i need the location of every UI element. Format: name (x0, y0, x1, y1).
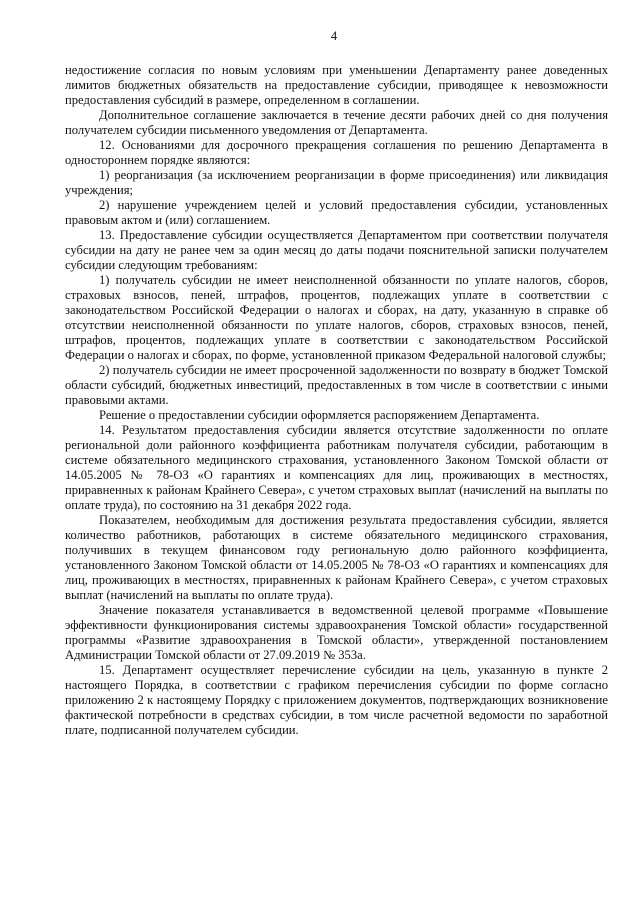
paragraph: 13. Предоставление субсидии осуществляется Департаментом при соответствии получателя субсидии на дату не ранее чем за один месяц до даты подачи пояснительной записки получателем субсидии следующим требованиям: (65, 228, 608, 272)
paragraph: 14. Результатом предоставления субсидии является отсутствие задолженности по оплате региональной доли районного коэффициента работникам получателя субсидии, работающим в системе обязательного медицинского страхования, установленного Законом Томской области от 14.05.2005 № 78-ОЗ «О гарантиях и компенсациях для лиц, проживающих в местностях, приравненных к районам Крайнего Севера», с учетом страховых выплат (начислений на выплаты по оплате труда), по состоянию на 31 декабря 2022 года. (65, 423, 608, 512)
document-body (65, 63, 608, 738)
paragraph: недостижение согласия по новым условиям при уменьшении Департаменту ранее доведенных лимитов бюджетных обязательств на предоставление субсидии, приводящее к невозможности предоставления субсидий в размере, определенном в соглашении. (65, 63, 608, 107)
paragraph: 1) реорганизация (за исключением реорганизации в форме присоединения) или ликвидация учреждения; (65, 168, 608, 197)
paragraph: Показателем, необходимым для достижения результата предоставления субсидии, является количество работников, работающих в системе обязательного медицинского страхования, получивших в текущем финансовом году региональную долю районного коэффициента, установленного Законом Томской области от 14.05.2005 № 78-ОЗ «О гарантиях и компенсациях для лиц, проживающих в местностях, приравненных к районам Крайнего Севера», с учетом страховых выплат (начислений на выплаты по оплате труда). (65, 513, 608, 602)
paragraph: Значение показателя устанавливается в ведомственной целевой программе «Повышение эффективности функционирования системы здравоохранения Томской области» государственной программы «Развитие здравоохранения в Томской области», утвержденной постановлением Администрации Томской области от 27.09.2019 № 353а. (65, 603, 608, 662)
paragraph: 2) получатель субсидии не имеет просроченной задолженности по возврату в бюджет Томской области субсидий, бюджетных инвестиций, предоставленных в том числе в соответствии с иными правовыми актами. (65, 363, 608, 407)
paragraph: 15. Департамент осуществляет перечисление субсидии на цель, указанную в пункте 2 настоящего Порядка, в соответствии с графиком перечисления субсидии по форме согласно приложению 2 к настоящему Порядку с приложением документов, подтверждающих возникновение фактической потребности в средствах субсидии, в том числе расчетной ведомости по заработной плате, подписанной получателем субсидии. (65, 663, 608, 737)
paragraph: 1) получатель субсидии не имеет неисполненной обязанности по уплате налогов, сборов, страховых взносов, пеней, штрафов, процентов, подлежащих уплате в соответствии с законодательством Российской Федерации о налогах и сборах, на дату, указанную в справке об отсутствии неисполненной обязанности по уплате налогов, сборов, страховых взносов, пеней, штрафов, процентов, подлежащих уплате в соответствии с законодательством Российской Федерации о налогах и сборах, по форме, установленной приказом Федеральной налоговой службы; (65, 273, 608, 362)
paragraph: 2) нарушение учреждением целей и условий предоставления субсидии, установленных правовым актом и (или) соглашением. (65, 198, 608, 227)
paragraph: 12. Основаниями для досрочного прекращения соглашения по решению Департамента в одностороннем порядке являются: (65, 138, 608, 167)
page-number: 4 (330, 29, 338, 43)
paragraph: Решение о предоставлении субсидии оформляется распоряжением Департамента. (99, 408, 540, 422)
paragraph: Дополнительное соглашение заключается в течение десяти рабочих дней со дня получения получателем субсидии письменного уведомления от Департамента. (65, 108, 608, 137)
